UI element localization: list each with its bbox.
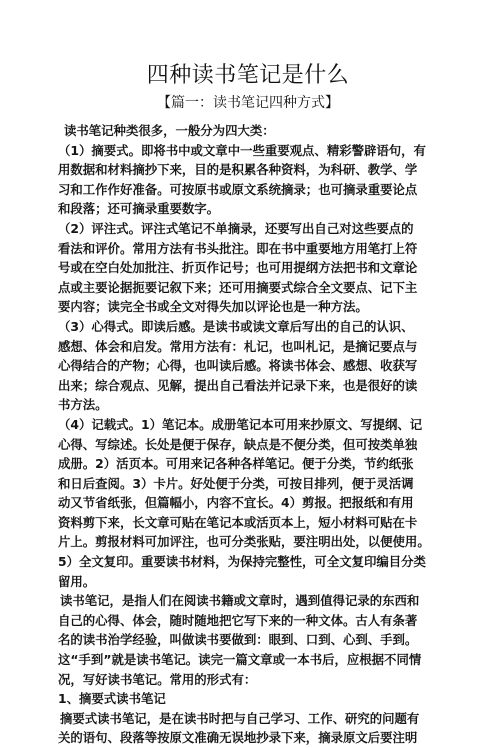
text-line: （3）心得式。即读后感。是读书或读文章后写出的自己的认识、 <box>58 318 414 334</box>
text-line: 动又节省纸张，但篇幅小，内容不宜长。4）剪报。把报纸和有用 <box>58 495 414 511</box>
page-subtitle: 【篇一：读书笔记四种方式】 <box>157 95 339 111</box>
body-text <box>58 121 444 748</box>
text-line: 和日后查阅。3）卡片。好处便于分类，可按目排列，便于灵活调 <box>58 475 414 491</box>
text-line: 片上。剪报材料可加评注，也可分类张贴，要注明出处，以便使用。 <box>58 534 430 550</box>
text-line: 资料剪下来，长文章可贴在笔记本或活页本上，短小材料可贴在卡 <box>58 514 418 530</box>
text-line: 感想、体会和启发。常用方法有：札记，也叫札记，是摘记要点与 <box>58 338 418 354</box>
text-line: 读书笔记，是指人们在阅读书籍或文章时，遇到值得记录的东西和 <box>60 593 420 609</box>
section-heading: 1、摘要式读书笔记 <box>58 691 166 707</box>
text-line: 书方法。 <box>58 397 108 413</box>
text-line: 出来；综合观点、见解，提出自己看法并记录下来，也是很好的读 <box>58 377 418 393</box>
text-line: 心得结合的产物；心得，也叫读后感。将读书体会、感想、收获写 <box>58 358 418 374</box>
text-line: 看法和评价。常用方法有书头批注。即在书中重要地方用笔打上符 <box>58 240 418 256</box>
text-line: （2）评注式。评注式笔记不单摘录，还要写出自己对这些要点的 <box>58 220 414 236</box>
text-line: 关的语句、段落等按原文准确无误地抄录下来，摘录原文后要注明 <box>58 730 418 746</box>
text-line: 留用。 <box>58 573 96 589</box>
text-line: 名的读书治学经验，叫做读书要做到：眼到、口到、心到、手到。 <box>58 632 418 648</box>
text-line: 习和工作作好准备。可按原书或原文系统摘录；也可摘录重要论点 <box>58 181 418 197</box>
text-line: （1）摘要式。即将书中或文章中一些重要观点、精彩警辟语句，有 <box>58 142 426 158</box>
text-line: 自己的心得、体会，随时随地把它写下来的一种文体。古人有条著 <box>58 612 418 628</box>
text-line: 点或主要论据扼要记叙下来；还可用摘要式综合全文要点、记下主 <box>58 279 418 295</box>
text-line: 心得、写综述。长处是便于保存，缺点是不便分类，但可按类单独 <box>58 436 418 452</box>
text-line: 要内容；读完全书或全文对得失加以评论也是一种方法。 <box>58 299 368 315</box>
text-line: 摘要式读书笔记，是在读书时把与自己学习、工作、研究的问题有 <box>60 710 420 726</box>
text-line: 况，写好读书笔记。常用的形式有： <box>58 671 257 687</box>
text-line: 成册。2）活页本。可用来记各种各样笔记。便于分类，节约纸张 <box>58 456 414 472</box>
text-line: 用数据和材料摘抄下来，目的是积累各种资料，为科研、教学、学 <box>58 162 418 178</box>
text-line: （4）记载式。1）笔记本。成册笔记本可用来抄原文、写提纲、记 <box>58 416 423 432</box>
text-line: 这“手到”就是读书笔记。读完一篇文章或一本书后，应根据不同情 <box>58 652 422 668</box>
text-line: 读书笔记种类很多，一般分为四大类： <box>64 123 275 138</box>
text-line: 和段落；还可摘录重要数字。 <box>58 201 220 217</box>
text-line: 5）全文复印。重要读书材料，为保持完整性，可全文复印编目分类 <box>58 554 426 570</box>
text-line: 号或在空白处加批注、折页作记号；也可用提纲方法把书和文章论 <box>58 260 418 276</box>
page-title: 四种读书笔记是什么 <box>146 63 350 88</box>
